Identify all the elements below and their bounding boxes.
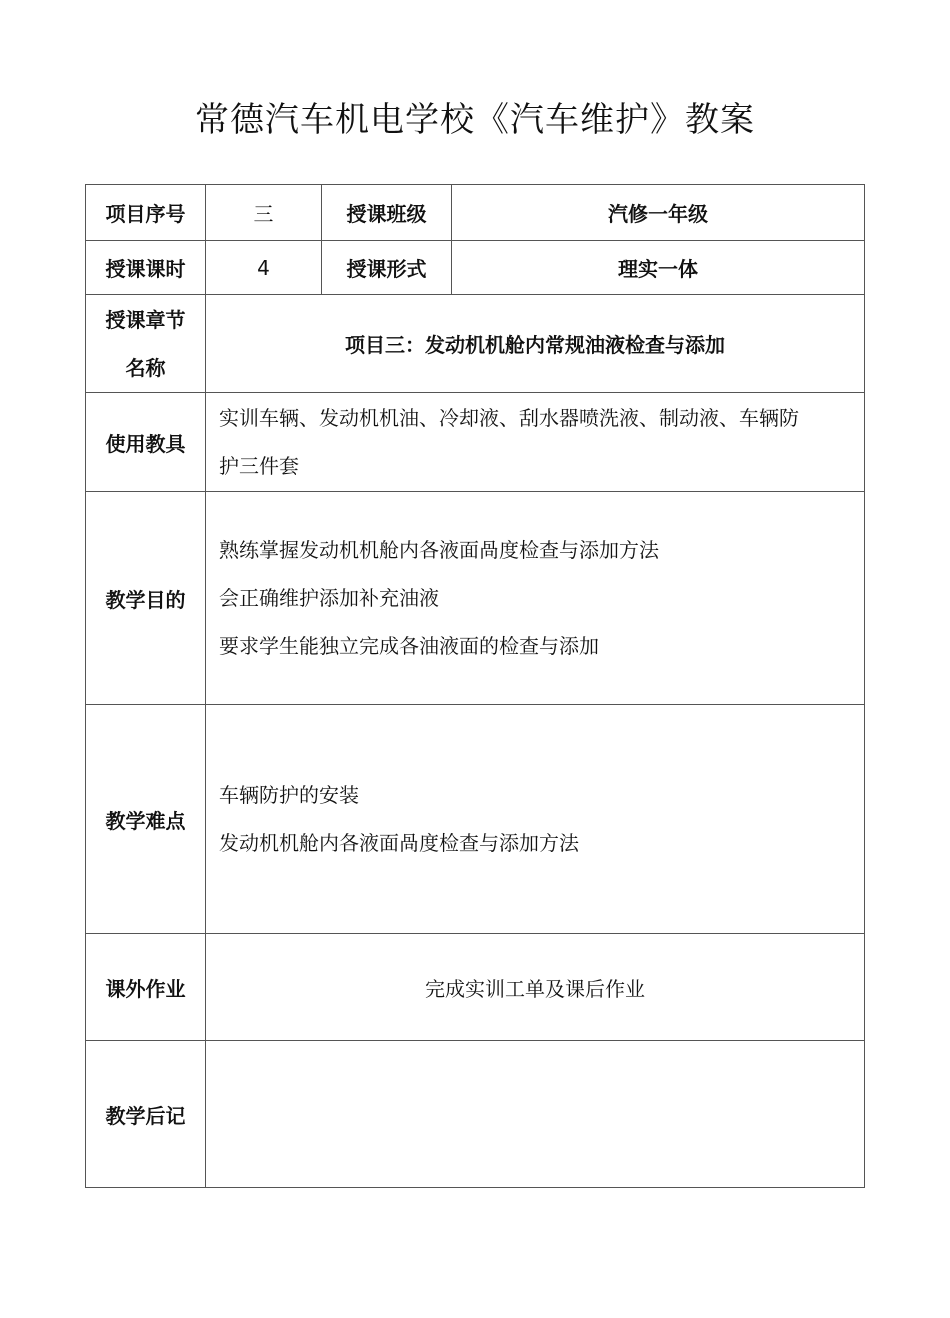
project-number-label: 项目序号 <box>86 185 206 241</box>
tools-line1: 实训车辆、发动机机油、冷却液、刮水器喷洗液、制动液、车辆防 <box>219 406 799 430</box>
notes-value <box>206 1041 865 1188</box>
chapter-label-line1: 授课章节 <box>105 307 186 332</box>
table-row <box>86 705 865 934</box>
homework-label: 课外作业 <box>86 934 206 1041</box>
tools-line2: 护三件套 <box>219 454 299 478</box>
difficulties-label: 教学难点 <box>86 705 206 934</box>
table-row <box>86 393 865 492</box>
chapter-label-line2: 名称 <box>125 355 166 380</box>
chapter-label <box>86 295 206 393</box>
difficulty-item: 车辆防护的安装 <box>219 783 359 807</box>
hours-value: 4 <box>206 241 322 295</box>
format-value: 理实一体 <box>452 241 865 295</box>
chapter-value: 项目三：发动机机舱内常规油液检查与添加 <box>206 295 865 393</box>
table-row <box>86 492 865 705</box>
goals-label: 教学目的 <box>86 492 206 705</box>
table-row <box>86 241 865 295</box>
hours-label: 授课课时 <box>86 241 206 295</box>
table-row <box>86 185 865 241</box>
table-row <box>86 1041 865 1188</box>
page-title: 常德汽车机电学校《汽车维护》教案 <box>195 100 755 140</box>
difficulties-value <box>206 705 865 934</box>
project-number-value: 三 <box>206 185 322 241</box>
goal-item: 要求学生能独立完成各油液面的检查与添加 <box>219 634 599 658</box>
table-row <box>86 934 865 1041</box>
goal-item: 熟练掌握发动机机舱内各液面咼度检查与添加方法 <box>219 538 659 562</box>
format-label: 授课形式 <box>322 241 452 295</box>
tools-label: 使用教具 <box>86 393 206 492</box>
class-value: 汽修一年级 <box>452 185 865 241</box>
goals-value <box>206 492 865 705</box>
goal-item: 会正确维护添加补充油液 <box>219 586 439 610</box>
table-row <box>86 295 865 393</box>
lesson-plan-table <box>85 184 865 1188</box>
difficulty-item: 发动机机舱内各液面咼度检查与添加方法 <box>219 831 579 855</box>
class-label: 授课班级 <box>322 185 452 241</box>
tools-value <box>206 393 865 492</box>
notes-label: 教学后记 <box>86 1041 206 1188</box>
homework-value: 完成实训工单及课后作业 <box>206 934 865 1041</box>
